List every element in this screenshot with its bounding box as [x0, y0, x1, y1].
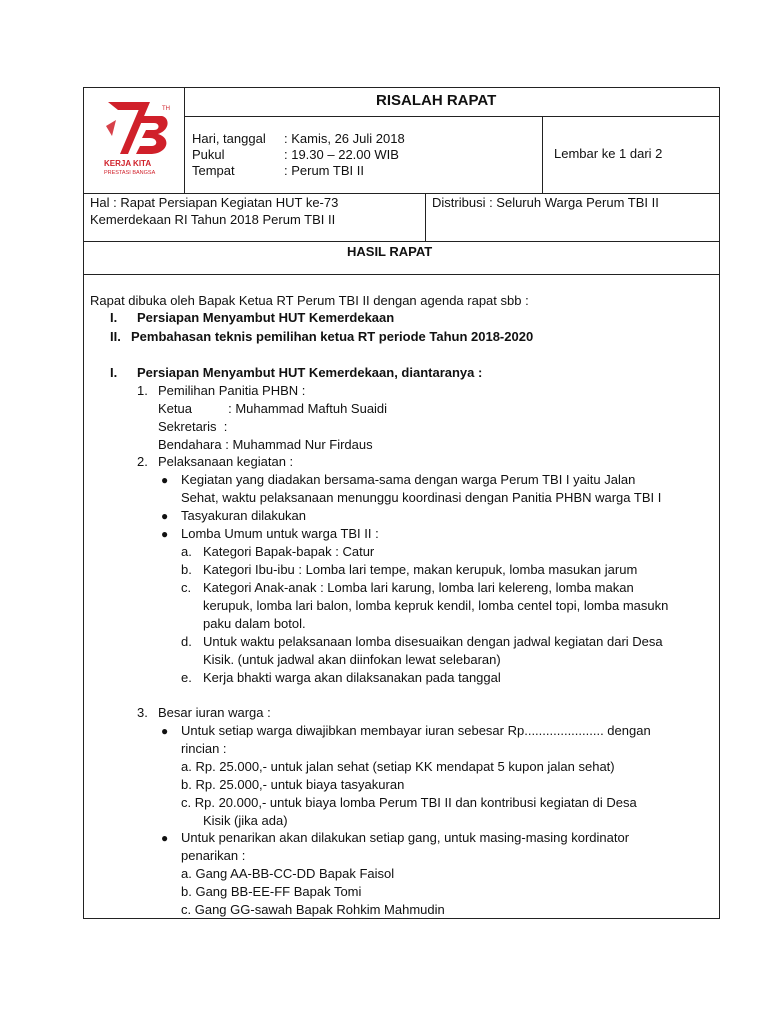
lomba-e: Kerja bhakti warga akan dilaksanakan pada tanggal — [203, 670, 501, 685]
bullet-icon: ● — [161, 509, 169, 523]
tempat-label: Tempat — [192, 163, 235, 178]
bullet-icon: ● — [161, 724, 169, 738]
lomba-c-line-2: kerupuk, lomba lari balon, lomba kepruk kendil, lomba centel topi, lomba masukn — [203, 598, 669, 613]
item-2: Pelaksanaan kegiatan : — [158, 454, 294, 469]
kegiatan-line-2: Sehat, waktu pelaksanaan menunggu koordinasi dengan Panitia PHBN warga TBI I — [181, 490, 662, 505]
section-1: Persiapan Menyambut HUT Kemerdekaan, diantaranya : — [137, 365, 483, 380]
hari-value: : Kamis, 26 Juli 2018 — [284, 131, 405, 146]
title-divider — [184, 116, 720, 117]
item-3: Besar iuran warga : — [158, 705, 271, 720]
iuran-line-1: Untuk setiap warga diwajibkan membayar iuran sebesar Rp...................... dengan — [181, 723, 651, 738]
item-1-num: 1. — [137, 383, 148, 398]
section-divider — [83, 274, 720, 275]
penarikan-line-1: Untuk penarikan akan dilakukan setiap gang, untuk masing-masing kordinator — [181, 830, 630, 845]
kegiatan-line-1: Kegiatan yang diadakan bersama-sama dengan warga Perum TBI I yaitu Jalan — [181, 472, 636, 487]
rincian-b: b. Rp. 25.000,- untuk biaya tasyakuran — [181, 777, 405, 792]
bullet-icon: ● — [161, 831, 169, 845]
agenda-1-num: I. — [110, 310, 118, 325]
section-title: HASIL RAPAT — [347, 244, 433, 259]
lomba-b: Kategori Ibu-ibu : Lomba lari tempe, makan kerupuk, lomba masukan jarum — [203, 562, 638, 577]
hari-label: Hari, tanggal — [192, 131, 266, 146]
lomba-d-num: d. — [181, 634, 192, 649]
lomba-c-line-1: Kategori Anak-anak : Lomba lari karung, lomba lari kelereng, lomba makan — [203, 580, 634, 595]
tasyakuran: Tasyakuran dilakukan — [181, 508, 307, 523]
gang-b: b. Gang BB-EE-FF Bapak Tomi — [181, 884, 362, 899]
lomba-d-line-1: Untuk waktu pelaksanaan lomba disesuaikan dengan jadwal kegiatan dari Desa — [203, 634, 663, 649]
bullet-icon: ● — [161, 473, 169, 487]
item-2-num: 2. — [137, 454, 148, 469]
agenda-2: Pembahasan teknis pemilihan ketua RT periode Tahun 2018-2020 — [131, 329, 534, 344]
subject-divider — [83, 241, 720, 242]
gang-c: c. Gang GG-sawah Bapak Rohkim Mahmudin — [181, 902, 445, 917]
item-1: Pemilihan Panitia PHBN : — [158, 383, 306, 398]
bendahara: Bendahara : Muhammad Nur Firdaus — [158, 437, 373, 452]
distribusi-divider — [425, 193, 426, 241]
lomba-c-line-3: paku dalam botol. — [203, 616, 306, 631]
lomba-a: Kategori Bapak-bapak : Catur — [203, 544, 375, 559]
section-1-num: I. — [110, 365, 118, 380]
agenda-2-num: II. — [110, 329, 121, 344]
lomba-e-num: e. — [181, 670, 192, 685]
logo-tagline-2: PRESTASI BANGSA — [104, 170, 156, 176]
logo-superscript: TH — [162, 106, 170, 112]
pukul-label: Pukul — [192, 147, 225, 162]
logo-divider — [184, 87, 185, 193]
tempat-value: : Perum TBI II — [284, 163, 364, 178]
hut-73-logo — [98, 96, 180, 178]
lomba-c-num: c. — [181, 580, 192, 595]
rincian-c-line-2: Kisik (jika ada) — [203, 813, 288, 828]
pukul-value: : 19.30 – 22.00 WIB — [284, 147, 399, 162]
sekretaris: Sekretaris : — [158, 419, 228, 434]
lembar-info: Lembar ke 1 dari 2 — [554, 146, 663, 161]
agenda-1: Persiapan Menyambut HUT Kemerdekaan — [137, 310, 395, 325]
lomba-d-line-2: Kisik. (untuk jadwal akan diinfokan lewat selebaran) — [203, 652, 501, 667]
hal-line-1: Hal : Rapat Persiapan Kegiatan HUT ke-73 — [90, 195, 339, 210]
gang-a: a. Gang AA-BB-CC-DD Bapak Faisol — [181, 866, 395, 881]
logo-tagline-1: KERJA KITA — [104, 159, 152, 168]
lembar-divider — [542, 116, 543, 193]
distribusi: Distribusi : Seluruh Warga Perum TBI II — [432, 195, 659, 210]
rincian-a: a. Rp. 25.000,- untuk jalan sehat (setiap KK mendapat 5 kupon jalan sehat) — [181, 759, 615, 774]
rincian-c-line-1: c. Rp. 20.000,- untuk biaya lomba Perum TBI II dan kontribusi kegiatan di Desa — [181, 795, 637, 810]
intro-text: Rapat dibuka oleh Bapak Ketua RT Perum TBI II dengan agenda rapat sbb : — [90, 293, 529, 308]
penarikan-line-2: penarikan : — [181, 848, 246, 863]
bullet-icon: ● — [161, 527, 169, 541]
item-3-num: 3. — [137, 705, 148, 720]
document-title: RISALAH RAPAT — [376, 92, 497, 109]
iuran-line-2: rincian : — [181, 741, 227, 756]
lomba-a-num: a. — [181, 544, 192, 559]
hal-line-2: Kemerdekaan RI Tahun 2018 Perum TBI II — [90, 212, 336, 227]
lomba-umum: Lomba Umum untuk warga TBI II : — [181, 526, 379, 541]
ketua: Ketua : Muhammad Maftuh Suaidi — [158, 401, 388, 416]
lomba-b-num: b. — [181, 562, 192, 577]
